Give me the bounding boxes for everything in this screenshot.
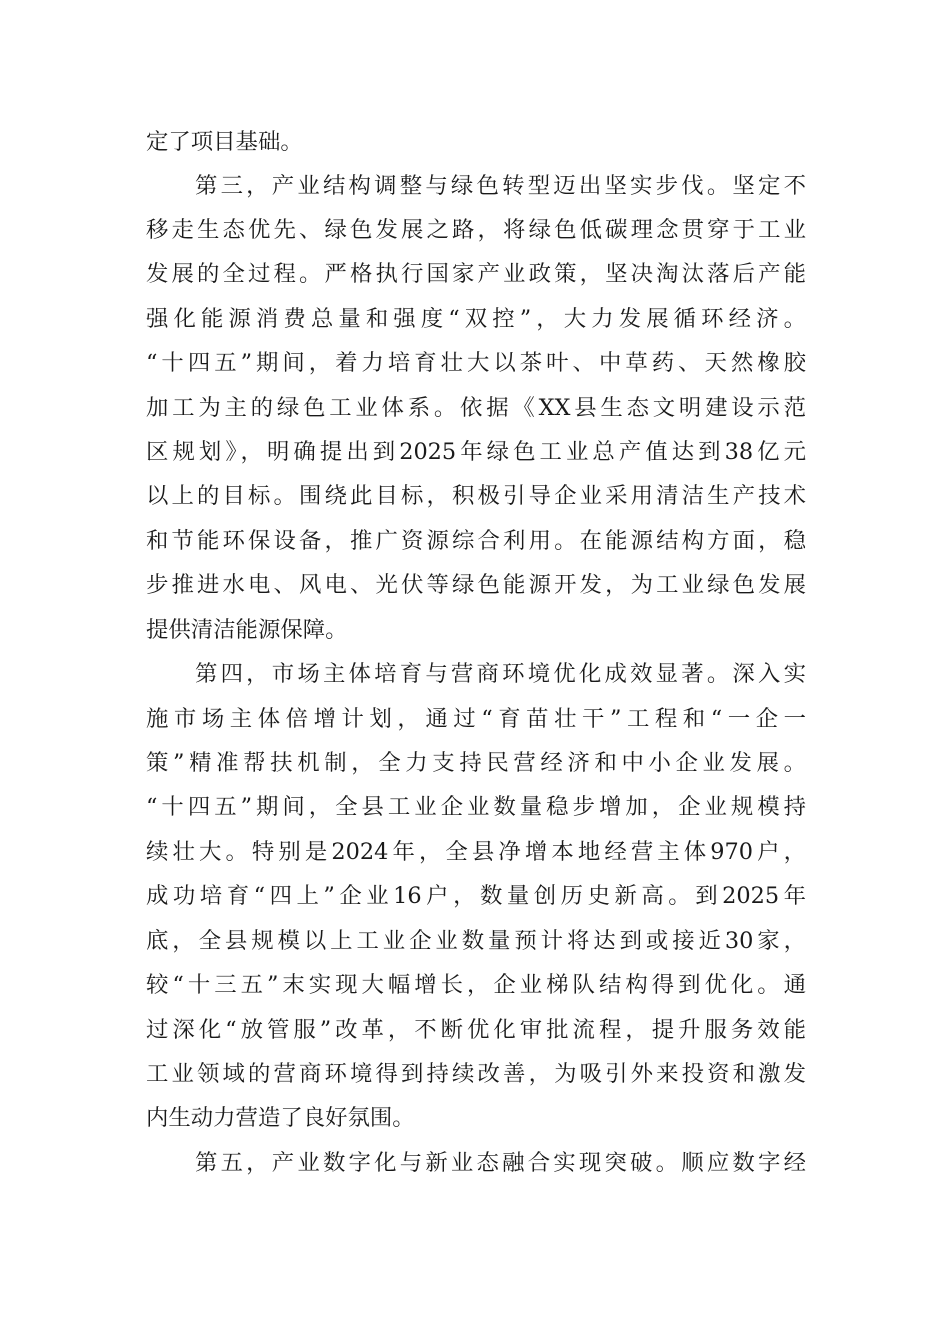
text-line: 定了项目基础。 xyxy=(146,129,303,155)
text-line: 内生动力营造了良好氛围。 xyxy=(146,1105,415,1131)
text-line: 强化能源消费总量和强度“双控”，大力发展循环经济。 xyxy=(146,306,806,332)
text-line: 加工为主的绿色工业体系。依据《XX县生态文明建设示范 xyxy=(146,395,806,421)
text-line: 施市场主体倍增计划，通过“育苗壮干”工程和“一企一 xyxy=(146,706,806,732)
text-line: “十四五”期间，着力培育壮大以茶叶、中草药、天然橡胶 xyxy=(146,350,806,376)
text-line: 底，全县规模以上工业企业数量预计将达到或接近30家， xyxy=(146,928,806,954)
text-line: 区规划》，明确提出到2025年绿色工业总产值达到38亿元 xyxy=(146,439,806,465)
text-line: “十四五”期间，全县工业企业数量稳步增加，企业规模持 xyxy=(146,794,806,820)
text-line: 发展的全过程。严格执行国家产业政策，坚决淘汰落后产能 xyxy=(146,261,806,287)
text-line: 成功培育“四上”企业16户，数量创历史新高。到2025年 xyxy=(146,883,806,909)
text-line: 和节能环保设备，推广资源综合利用。在能源结构方面，稳 xyxy=(146,528,806,554)
text-line: 步推进水电、风电、光伏等绿色能源开发，为工业绿色发展 xyxy=(146,572,806,598)
paragraph-3-start: 第三，产业结构调整与绿色转型迈出坚实步伐。坚定不 xyxy=(195,173,806,199)
text-line: 工业领域的营商环境得到持续改善，为吸引外来投资和激发 xyxy=(146,1061,806,1087)
text-line: 较“十三五”末实现大幅增长，企业梯队结构得到优化。通 xyxy=(146,972,806,998)
text-line: 移走生态优先、绿色发展之路，将绿色低碳理念贯穿于工业 xyxy=(146,217,806,243)
text-line: 以上的目标。围绕此目标，积极引导企业采用清洁生产技术 xyxy=(146,483,806,509)
paragraph-5-start: 第五，产业数字化与新业态融合实现突破。顺应数字经 xyxy=(195,1150,806,1176)
text-line: 策”精准帮扶机制，全力支持民营经济和中小企业发展。 xyxy=(146,750,806,776)
paragraph-4-start: 第四，市场主体培育与营商环境优化成效显著。深入实 xyxy=(195,661,806,687)
text-line: 续壮大。特别是2024年，全县净增本地经营主体970户， xyxy=(146,839,806,865)
text-line: 提供清洁能源保障。 xyxy=(146,617,348,643)
text-line: 过深化“放管服”改革，不断优化审批流程，提升服务效能 xyxy=(146,1017,806,1043)
